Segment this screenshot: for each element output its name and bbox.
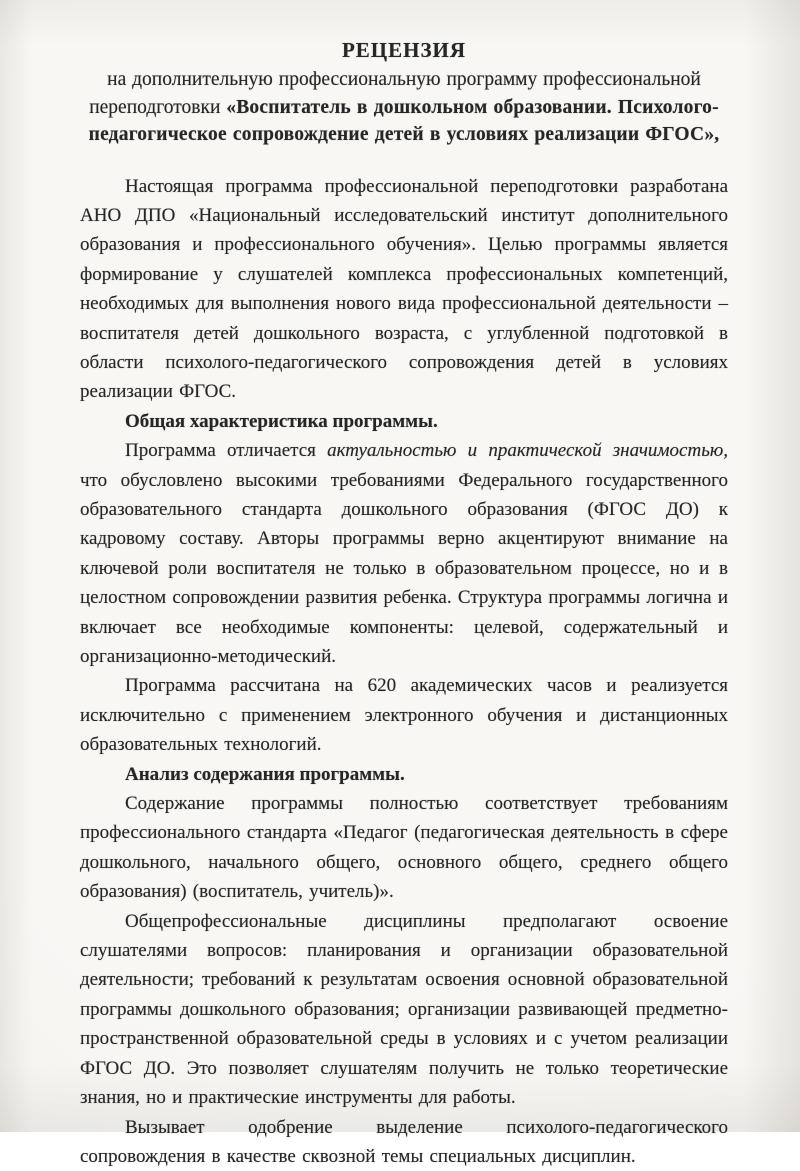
section-heading-content-analysis: Анализ содержания программы. <box>80 760 728 789</box>
paragraph-intro: Настоящая программа профессиональной переподготовки разработана АНО ДПО «Национальный исследовательский институт дополнительного образования и профессионального обучения». Целью программы является формирование у слушателей комплекса профессиональных компетенций, необходимых для выполнения нового вида профессиональной деятельности – воспитателя детей дошкольного возраста, с углубленной подготовкой в области психолого-педагогического сопровождения детей в условиях реализации ФГОС. <box>80 172 728 407</box>
subtitle-prefix: на дополнительную профессиональную программу профессиональной переподготовки <box>89 69 701 118</box>
section-heading-general-characteristics: Общая характеристика программы. <box>80 407 728 436</box>
paragraph-general-start: Программа отличается <box>125 440 327 461</box>
paragraph-approval: Вызывает одобрение выделение психолого-педагогического сопровождения в качестве сквозной темы специальных дисциплин. <box>80 1113 728 1171</box>
document-content <box>80 28 728 1171</box>
paragraph-professional-standard: Содержание программы полностью соответствует требованиям профессионального стандарта «Педагог (педагогическая деятельность в сфере дошкольного, начального общего, основного общего, среднего общего образования) (воспитатель, учитель)». <box>80 789 728 907</box>
document-title: РЕЦЕНЗИЯ <box>80 36 728 64</box>
paragraph-general-characteristics <box>80 436 728 671</box>
paragraph-general-rest: что обусловлено высокими требованиями Федерального государственного образовательного стандарта дошкольного образования (ФГОС ДО) к кадровому составу. Авторы программы верно акцентируют внимание на ключевой роли воспитателя не только в образовательном процессе, но и в целостном сопровождении развития ребенка. Структура программы логична и включает все необходимые компоненты: целевой, содержательный и организационно-методический. <box>80 470 728 667</box>
paragraph-program-hours: Программа рассчитана на 620 академических часов и реализуется исключительно с применением электронного обучения и дистанционных образовательных технологий. <box>80 671 728 759</box>
emphasis-phrase: актуальностью и практической значимостью, <box>327 440 728 461</box>
paragraph-disciplines: Общепрофессиональные дисциплины предполагают освоение слушателями вопросов: планирования и организации образовательной деятельности; требований к результатам освоения основной образовательной программы дошкольного образования; организации развивающей предметно-пространственной образовательной среды в условиях и с учетом реализации ФГОС ДО. Это позволяет слушателям получить не только теоретические знания, но и практические инструменты для работы. <box>80 907 728 1113</box>
subtitle-program-name: «Воспитатель в дошкольном образовании. Психолого-педагогическое сопровождение детей в условиях реализации ФГОС», <box>89 97 720 146</box>
document-subtitle <box>80 66 728 149</box>
